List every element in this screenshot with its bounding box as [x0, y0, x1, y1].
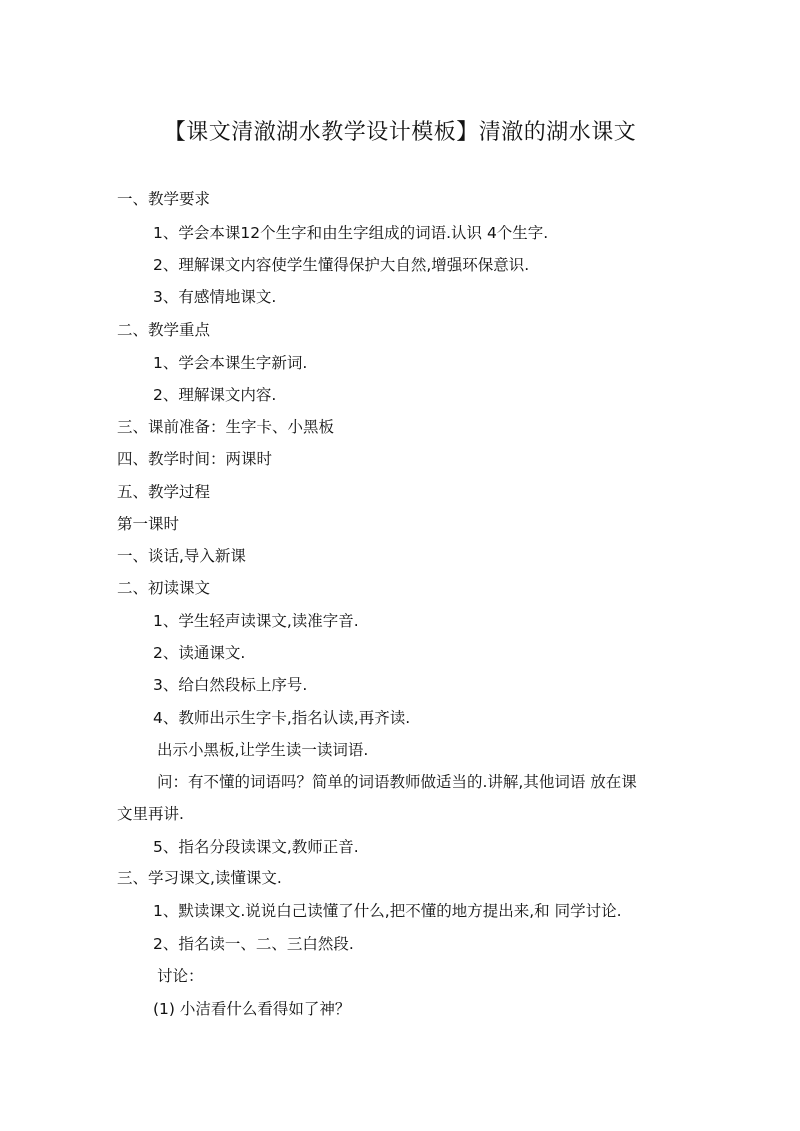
list-item: 3、给白然段标上序号.: [153, 676, 308, 694]
paragraph: 问：有不懂的词语吗？简单的词语教师做适当的.讲解,其他词语 放在课: [157, 773, 637, 791]
section-heading: 二、初读课文: [117, 579, 211, 597]
section-heading: 一、教学要求: [117, 190, 211, 208]
list-item: 4、教师出示生字卡,指名认读,再齐读.: [153, 709, 411, 727]
list-item: 3、有感情地课文.: [153, 288, 277, 306]
document-title: 【课文清澈湖水教学设计模板】清澈的湖水课文: [163, 120, 637, 145]
section-heading: 一、谈话,导入新课: [117, 547, 246, 565]
section-heading: 五、教学过程: [117, 483, 211, 501]
list-item: 1、学会本课生字新词.: [153, 354, 308, 372]
section-heading: 二、教学重点: [117, 321, 211, 339]
list-item: 1、学生轻声读课文,读准字音.: [153, 612, 359, 630]
section-heading: 三、学习课文,读懂课文.: [117, 869, 282, 887]
list-item: (1) 小洁看什么看得如了神？: [153, 1000, 351, 1018]
section-heading: 三、课前准备：生字卡、小黑板: [117, 418, 335, 436]
lesson-heading: 第一课时: [117, 515, 180, 533]
paragraph: 出示小黑板,让学生读一读词语.: [157, 741, 369, 759]
list-item: 2、读通课文.: [153, 644, 246, 662]
section-heading: 四、教学时间：两课时: [117, 450, 273, 468]
list-item: 2、指名读一、二、三白然段.: [153, 935, 354, 953]
paragraph: 文里再讲.: [117, 805, 184, 823]
paragraph: 讨论：: [157, 967, 204, 985]
list-item: 2、理解课文内容.: [153, 386, 277, 404]
list-item: 1、学会本课12个生字和由生字组成的词语.认识 4个生字.: [153, 224, 549, 242]
list-item: 1、默读课文.说说白己读懂了什么,把不懂的地方提出来,和 同学讨论.: [153, 902, 622, 920]
list-item: 5、指名分段读课文,教师正音.: [153, 838, 359, 856]
list-item: 2、理解课文内容使学生懂得保护大自然,增强环保意识.: [153, 256, 530, 274]
